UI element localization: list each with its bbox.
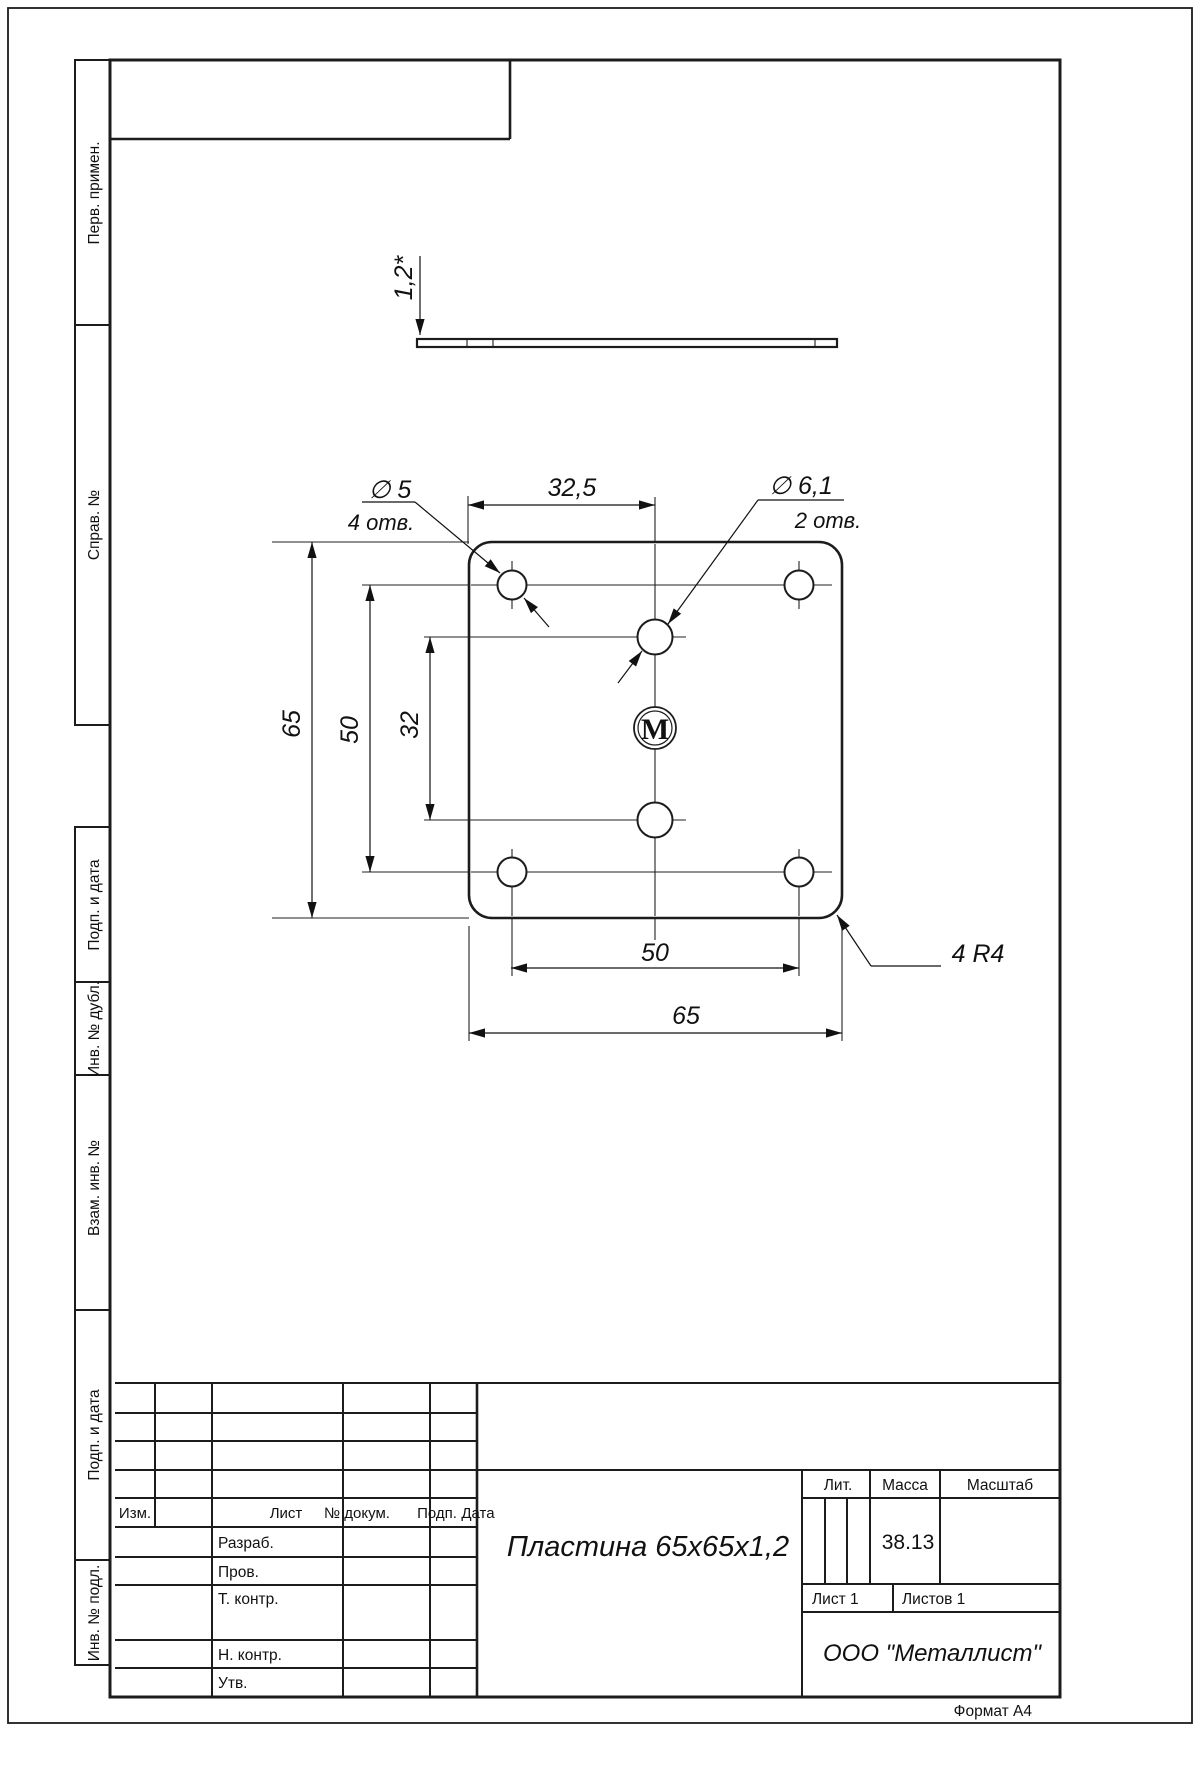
hole-top-left bbox=[498, 571, 527, 600]
hole-big-count-text: 2 отв. bbox=[794, 508, 862, 533]
dim-bottom-overall-text: 65 bbox=[672, 1002, 700, 1030]
manufacturer-logo bbox=[634, 707, 676, 749]
sheet-number: Лист 1 bbox=[812, 1591, 859, 1608]
margin-label-podp-i-data-2: Подп. и дата bbox=[86, 1389, 103, 1481]
company-name: ООО "Металлист" bbox=[823, 1640, 1041, 1667]
hole-center-lower bbox=[638, 803, 673, 838]
hole-small-dia-text: ∅ 5 bbox=[368, 476, 412, 504]
hole-bottom-left bbox=[498, 858, 527, 887]
dim-left-overall-text: 65 bbox=[278, 710, 306, 738]
left-margin-labels bbox=[86, 141, 103, 1661]
plate-edge-view bbox=[417, 339, 837, 347]
sign-row-tkontr: Т. контр. bbox=[218, 1591, 279, 1608]
main-view bbox=[272, 472, 1004, 1041]
lit-label: Лит. bbox=[823, 1477, 853, 1494]
sheets-total: Листов 1 bbox=[902, 1591, 966, 1608]
rev-header-podp: Подп. bbox=[417, 1505, 457, 1522]
rev-header-doc: № докум. bbox=[324, 1505, 390, 1522]
corner-radius-note-text: 4 R4 bbox=[951, 940, 1005, 968]
dim-bottom-inner-text: 50 bbox=[641, 939, 669, 967]
hole-bottom-right bbox=[785, 858, 814, 887]
hole-big-dia-text: ∅ 6,1 bbox=[769, 472, 833, 500]
side-view bbox=[390, 254, 837, 347]
margin-label-perv-primen: Перв. примен. bbox=[86, 141, 103, 245]
margin-label-vzam-inv: Взам. инв. № bbox=[86, 1139, 103, 1237]
hole-small-count-text: 4 отв. bbox=[347, 510, 415, 535]
part-name: Пластина 65х65х1,2 bbox=[506, 1531, 790, 1563]
format-note: Формат А4 bbox=[953, 1703, 1032, 1720]
logo-letter: М bbox=[640, 713, 670, 746]
sign-row-prov: Пров. bbox=[218, 1564, 259, 1581]
rev-header-data: Дата bbox=[461, 1505, 495, 1522]
sign-row-razrab: Разраб. bbox=[218, 1535, 274, 1552]
margin-label-sprav-no: Справ. № bbox=[86, 489, 103, 561]
margin-label-inv-dubl: Инв. № дубл. bbox=[86, 981, 103, 1077]
mass-value: 38.13 bbox=[881, 1531, 935, 1554]
rev-header-list: Лист bbox=[269, 1505, 303, 1522]
rev-header-izm: Изм. bbox=[118, 1505, 152, 1522]
sign-row-utv: Утв. bbox=[218, 1675, 248, 1692]
hole-center-upper bbox=[638, 620, 673, 655]
margin-label-podp-i-data-1: Подп. и дата bbox=[86, 859, 103, 951]
margin-label-inv-podl: Инв. № подл. bbox=[86, 1564, 103, 1662]
dim-left-outer-text: 50 bbox=[336, 716, 364, 744]
dim-left-inner-text: 32 bbox=[396, 711, 424, 739]
mass-label: Масса bbox=[882, 1477, 928, 1494]
sign-row-nkontr: Н. контр. bbox=[218, 1647, 282, 1664]
dim-top-text: 32,5 bbox=[547, 474, 597, 502]
top-left-designation-box bbox=[110, 60, 510, 139]
thickness-dim-text: 1,2* bbox=[390, 255, 418, 301]
hole-top-right bbox=[785, 571, 814, 600]
scale-label: Масштаб bbox=[966, 1477, 1034, 1494]
